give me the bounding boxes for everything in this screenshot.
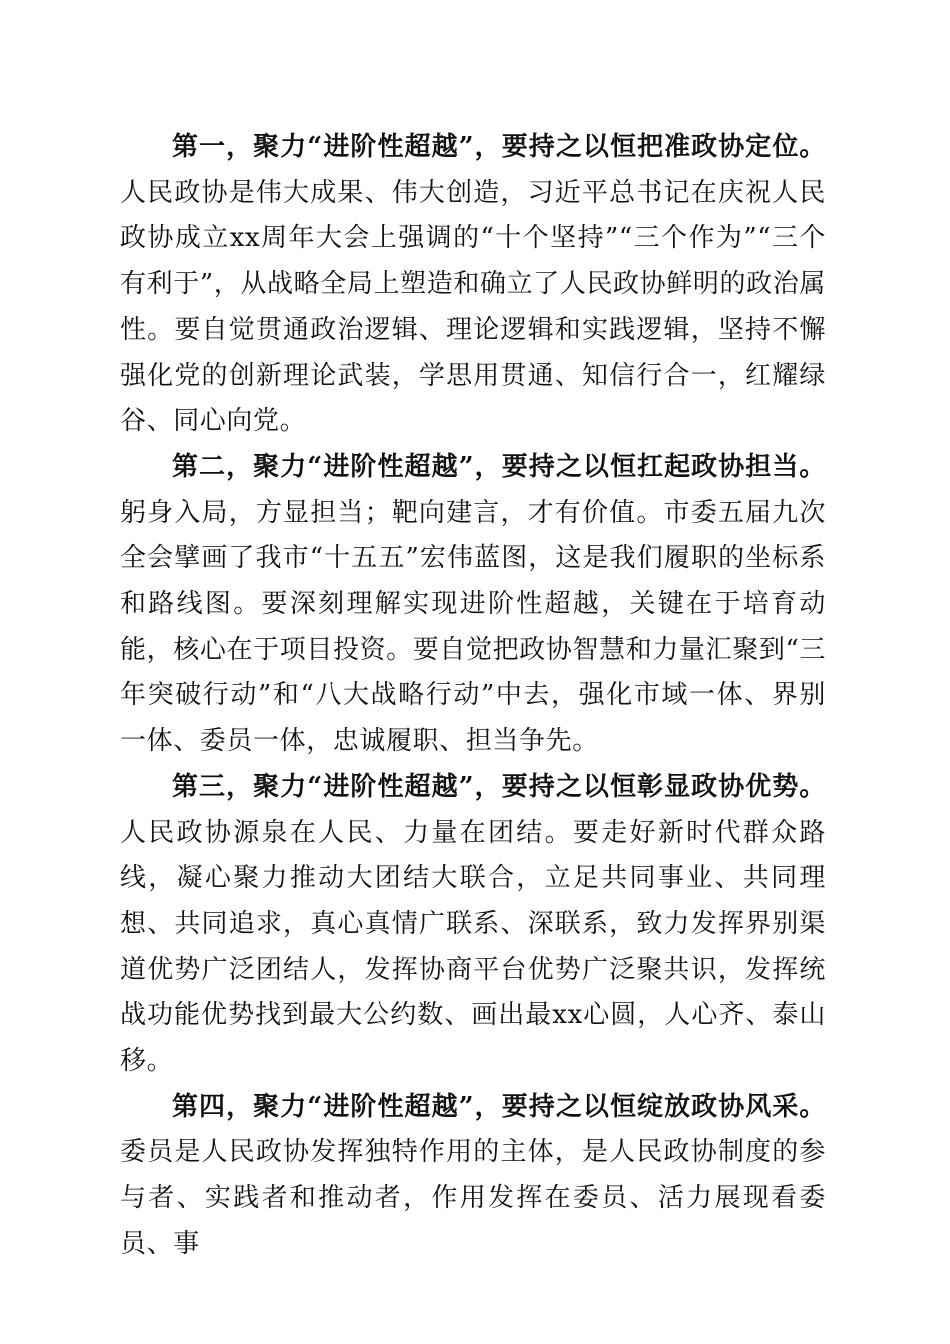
paragraph-1: [120, 125, 826, 445]
paragraph-3-body: 人民政协源泉在人民、力量在团结。要走好新时代群众路线，凝心聚力推动大团结大联合，立足共同事业、共同理想、共同追求，真心真情广联系、深联系，致力发挥界别渠道优势广泛团结人，发挥协商平台优势广泛聚共识，发挥统战功能优势找到最大公约数、画出最xx心圆，人心齐、泰山移。: [120, 817, 826, 1077]
paragraph-4: [120, 1085, 826, 1268]
paragraph-4-body: 委员是人民政协发挥独特作用的主体，是人民政协制度的参与者、实践者和推动者，作用发挥在委员、活力展现看委员、事: [120, 1137, 826, 1259]
paragraph-2: [120, 445, 826, 765]
paragraph-3-lead: 第三，聚力“进阶性超越”，要持之以恒彰显政协优势。: [172, 771, 826, 802]
paragraph-3: [120, 765, 826, 1085]
paragraph-1-lead: 第一，聚力“进阶性超越”，要持之以恒把准政协定位。: [172, 132, 826, 162]
document-body: [120, 125, 826, 1268]
paragraph-2-body: 躬身入局，方显担当；靶向建言，才有价值。市委五届九次全会擘画了我市“十五五”宏伟蓝图，这是我们履职的坐标系和路线图。要深刻理解实现进阶性超越，关键在于培育动能，核心在于项目投资。要自觉把政协智慧和力量汇聚到“三年突破行动”和“八大战略行动”中去，强化市域一体、界别一体、委员一体，忠诚履职、担当争先。: [120, 497, 826, 757]
paragraph-2-lead: 第二，聚力“进阶性超越”，要持之以恒扛起政协担当。: [172, 451, 826, 482]
paragraph-1-body: 人民政协是伟大成果、伟大创造，习近平总书记在庆祝人民政协成立xx周年大会上强调的“十个坚持”“三个作为”“三个有利于”，从战略全局上塑造和确立了人民政协鲜明的政治属性。要自觉贯通政治逻辑、理论逻辑和实践逻辑，坚持不懈强化党的创新理论武装，学思用贯通、知信行合一，红耀绿谷、同心向党。: [120, 177, 826, 437]
paragraph-4-lead: 第四，聚力“进阶性超越”，要持之以恒绽放政协风采。: [172, 1091, 826, 1122]
